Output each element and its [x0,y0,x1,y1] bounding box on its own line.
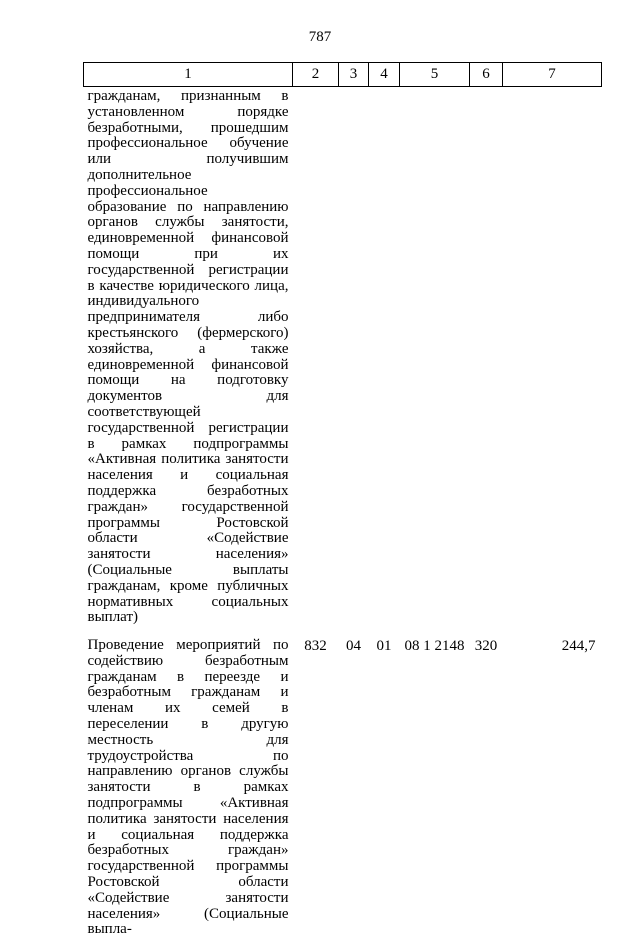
column-header-1: 1 [84,63,293,87]
column-header-7: 7 [503,63,602,87]
column-header-3: 3 [339,63,369,87]
column-header-5: 5 [400,63,470,87]
row-description: гражданам, признанным в установленном порядке безработными, прошедшим профессиональное обучение или получившим дополнительное профессиональное образование по направлению органов службы занятости, единовременной финансовой помощи при их государственной регистрации в качестве юридического лица, индивидуального предпринимателя либо крестьянского (фермерского) хозяйства, а также единовременной финансовой помощи на подготовку документов для соответствующей государственной регистрации в рамках подпрограммы «Активная политика занятости населения и социальная поддержка безработных граждан» государственной программы Ростовской области «Содействие занятости населения» (Социальные выплаты гражданам, кроме публичных нормативных социальных выплат) [87,88,289,626]
cell-section [339,87,369,637]
cell-ministry-code: 832 [304,638,327,655]
column-header-2: 2 [293,63,339,87]
cell-target-article: 08 1 2148 [404,638,465,655]
column-header-6: 6 [470,63,503,87]
cell-expense-type [470,87,503,637]
cell-section: 04 [346,638,361,655]
column-number-row [84,63,602,87]
cell-amount [503,87,602,637]
cell-amount: 244,7 [561,638,596,655]
cell-subsection [369,87,400,637]
cell-ministry-code [293,87,339,637]
cell-target-article [400,87,470,637]
row-description: Проведение мероприятий по содействию безработным гражданам в переезде и безработным гражданам и членам их семей в переселении в другую местность для трудоустройства по направлению органов службы занятости в рамках подпрограммы «Активная политика занятости населения и социальная поддержка безработных граждан» государственной программы Ростовской области «Содействие занятости населения» (Социальные выпла- [87,637,289,938]
column-header-4: 4 [369,63,400,87]
cell-subsection: 01 [376,638,392,655]
page-number: 787 [308,29,332,45]
table-header [84,63,602,87]
cell-expense-type: 320 [474,638,498,655]
table-row [84,87,602,637]
budget-table [83,62,602,938]
table-row [84,636,602,938]
